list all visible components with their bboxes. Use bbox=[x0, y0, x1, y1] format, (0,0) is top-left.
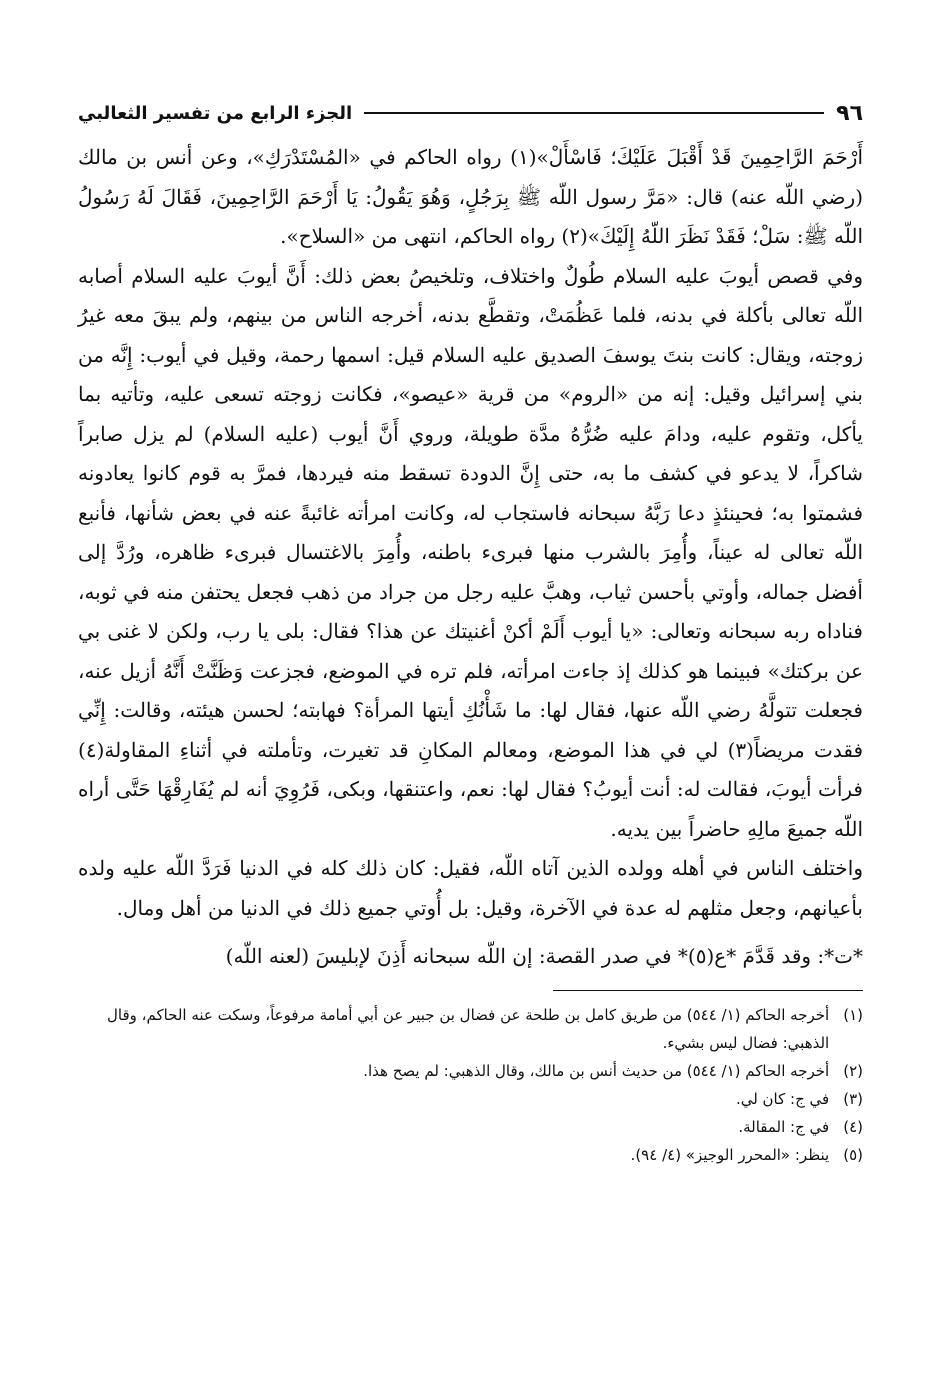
footnote-number: (١) bbox=[843, 1006, 863, 1024]
footnote bbox=[78, 1141, 863, 1169]
footnotes bbox=[78, 1001, 863, 1169]
paragraph: وفي قصص أيوبَ عليه السلام طُولٌ واختلاف، وتلخيصُ بعض ذلك: أَنَّ أيوبَ عليه السلام أصابه اللّه تعالى بأكلة في بدنه، فلما عَظُمَتْ، وتقطَّع بدنه، أخرجه الناس من بينهم، ولم يبقَ معه غيرُ زوجته، ويقال: كانت بنتَ يوسفَ الصديق عليه السلام قيل: اسمها رحمة، وقيل في أيوب: إِنَّه من بني إسرائيل وقيل: إنه من «الروم» من قرية «عيصو»، فكانت زوجته تسعى عليه، وتأتيه بما يأكل، وتقوم عليه، ودامَ عليه ضُرُّهُ مدَّة طويلة، وروي أَنَّ أيوب (عليه السلام) لم يزل صابراً شاكراً، لا يدعو في كشف ما به، حتى إِنَّ الدودة تسقط منه فيردها، فمرَّ به قوم كانوا يعادونه فشمتوا به؛ فحينئذٍ دعا رَبَّهُ سبحانه فاستجاب له، وكانت امرأته غائبةً عنه في بعض شأنها، فأنبع اللّه تعالى له عيناً، وأُمِرَ بالشرب منها فبرىء باطنه، وأُمِرَ بالاغتسال فبرىء ظاهره، ورُدَّ إلى أفضل جماله، وأوتي بأحسن ثياب، وهبَّ عليه رجل من جراد من ذهب فجعل يحتفن منه في ثوبه، فناداه ربه سبحانه وتعالى: «يا أيوب أَلَمْ أكنْ أغنيتك عن هذا؟ فقال: بلى يا رب، ولكن لا غنى بي عن بركتك» فبينما هو كذلك إذ جاءت امرأته، فلم تره في الموضع، فجزعت وَظَنَّتْ أَنَّهُ أزيل عنه، فجعلت تتولَّهُ رضي اللّه عنها، فقال لها: ما شَأْنُكِ أيتها المرأة؟ فهابته؛ لحسن هيئته، وقالت: إِنِّي فقدت مريضاً(٣) لي في هذا الموضع، ومعالم المكانِ قد تغيرت، وتأملته في أثناءِ المقاولة(٤) فرأت أيوبَ، فقالت له: أنت أيوبُ؟ فقال لها: نعم، واعتنقها، وبكى، فَرُوِيَ أنه لم يُفَارِقْهَا حَتَّى أراه اللّه جميعَ مالِهِ حاضراً بين يديه. bbox=[78, 263, 864, 841]
footnote bbox=[78, 1057, 863, 1085]
footnote-number: (٥) bbox=[843, 1146, 863, 1164]
body-text bbox=[78, 138, 863, 928]
footnote bbox=[78, 1001, 863, 1057]
footnote bbox=[78, 1113, 863, 1141]
footnote-separator bbox=[553, 990, 863, 991]
footnote-text: في ج: كان لي. bbox=[735, 1090, 830, 1108]
running-title: الجزء الرابع من تفسير الثعالبي bbox=[78, 102, 353, 124]
page bbox=[78, 98, 863, 1169]
paragraph: أَرْحَمَ الرَّاحِمِينَ قَدْ أَقْبَلَ عَلَيْكَ؛ فَاسْأَلْ»(١) رواه الحاكم في «المُسْتَدْرَكِ»، وعن أنس بن مالك (رضي اللّه عنه) قال: «مَرَّ رسول اللّه ﷺ بِرَجُلٍ، وَهُوَ يَقُولُ: يَا أَرْحَمَ الرَّاحِمِينَ، فَقَالَ لَهُ رَسُولُ اللّه ﷺ: سَلْ؛ فَقَدْ نَظَرَ اللّهُ إِلَيْكَ»(٢) رواه الحاكم، انتهى من «السلاح». bbox=[78, 145, 864, 248]
page-header bbox=[78, 98, 863, 128]
footnote-number: (٤) bbox=[843, 1118, 863, 1136]
commentary-line: *ت*: وقد قَدَّمَ *ع(٥)* في صدر القصة: إن اللّه سبحانه أَذِنَ لإبليسَ (لعنه اللّه) bbox=[225, 944, 863, 968]
footnote-text: ينظر: «المحرر الوجيز» (٤/ ٩٤). bbox=[630, 1146, 830, 1164]
header-rule bbox=[364, 112, 824, 114]
footnote-number: (٣) bbox=[843, 1090, 863, 1108]
footnote-number: (٢) bbox=[843, 1062, 863, 1080]
paragraph: واختلف الناس في أهله وولده الذين آتاه اللّه، فقيل: كان ذلك كله في الدنيا فَرَدَّ اللّه عليه ولده بأعيانهم، وجعل مثلهم له عدة في الآخرة، وقيل: بل أُوتي جميع ذلك في الدنيا من أهل ومال. bbox=[78, 856, 863, 920]
footnote-text: أخرجه الحاكم (١/ ٥٤٤) من حديث أنس بن مالك، وقال الذهبي: لم يصح هذا. bbox=[363, 1062, 830, 1080]
footnote-text: أخرجه الحاكم (١/ ٥٤٤) من طريق كامل بن طلحة عن فضال بن جبير عن أبي أمامة مرفوعاً، وسكت عنه الحاكم، وقال الذهبي: فضال ليس بشيء. bbox=[106, 1006, 830, 1052]
footnote bbox=[78, 1085, 863, 1113]
footnote-text: في ج: المقالة. bbox=[738, 1118, 830, 1136]
page-number: ٩٦ bbox=[836, 100, 863, 126]
